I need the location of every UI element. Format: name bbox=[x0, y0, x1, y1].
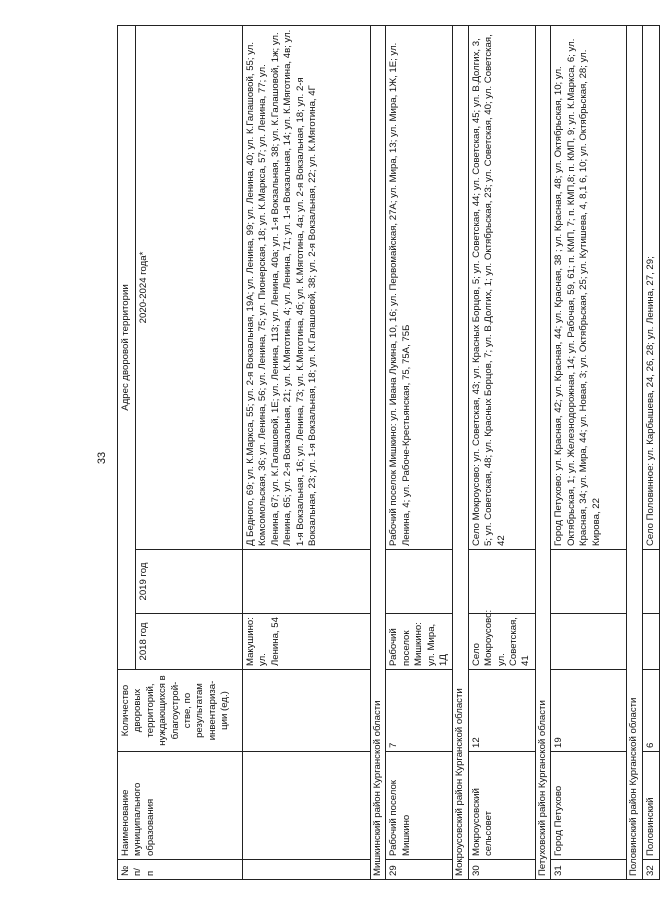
table-row bbox=[243, 26, 371, 880]
cell-2018: Макушино: ул. Ленина, 54 bbox=[243, 614, 371, 670]
cell-2018 bbox=[642, 614, 659, 670]
region-heading bbox=[453, 26, 468, 880]
header-row-1 bbox=[118, 26, 136, 880]
cell-2018: Село Мокроусово: ул. Советская, 41 bbox=[468, 614, 535, 670]
region-heading bbox=[627, 26, 642, 880]
cell-num: 31 bbox=[551, 860, 627, 880]
cell-2019 bbox=[468, 550, 535, 614]
cell-name: Мокроусовский сельсовет bbox=[468, 752, 535, 860]
region-title: Мишкинский район Курганской области bbox=[371, 26, 386, 880]
cell-count bbox=[243, 670, 371, 752]
cell-2019 bbox=[386, 550, 453, 614]
cell-num: 29 bbox=[386, 860, 453, 880]
header-address: Адрес дворовой территории bbox=[118, 26, 136, 670]
table-row bbox=[551, 26, 627, 880]
cell-2020: Село Половинное: ул. Карбышева, 24, 26, 28; ул. Ленина, 27, 29; bbox=[642, 26, 659, 550]
page-number: 33 bbox=[96, 451, 108, 465]
header-count: Количество дворовых территорий, нуждающихся в благоустрой-стве, по результатам инвентариза-ции (ед.) bbox=[118, 670, 243, 752]
cell-2020: Д Бедного, 69; ул. К.Маркса, 55; ул. 2-я Вокзальная, 19А; ул. Ленина, 99; ул. Ленина, 40; ул. К.Галашовой, 55; ул. Комсомольская, 36; ул. Ленина, 56; ул. Ленина, 75; ул. Пионерская, 18; ул. К.Маркса, 57; ул. Ленина, 77; ул. Ленина, 67; ул. К.Галашовой, 1Е; ул. Ленина, 113; ул. Ленина, 40а; ул. 1-я Вокзальная, 38; ул. К.Галашовой, 1ж; ул. Ленина, 65; ул. 2-я Вокзальная, 21; ул. К.Мяготина, 4; ул. Ленина, 71; ул. 1-я Вокзальная, 14; ул. К.Мяготина, 4в; ул. 1-я Вокзальная, 16; ул. Ленина, 73; ул. К.Мяготина, 4б; ул. К.Мяготина, 4а; ул. 2-я Вокзальная, 18; ул. 2-я Вокзальная, 23; ул. 1-я Вокзальная, 18; ул. К.Галашовой, 38; ул. 2-я Вокзальная, 22; ул. К.Мяготина, 4Г bbox=[243, 26, 371, 550]
cell-2018: Рабочий поселок Мишкино: ул. Мира, 1Д bbox=[386, 614, 453, 670]
cell-2020: Рабочий поселок Мишкино: ул. Ивана Лукина, 10, 16; ул. Первомайская, 27А; ул. Мира, 13; ул. Мира, 1Ж, 1Е; ул. Ленина, 4; ул. Рабоче-Крестьянская, 75, 75А, 75Б bbox=[386, 26, 453, 550]
header-name: Наименование муниципального образования bbox=[118, 752, 243, 860]
cell-2019 bbox=[243, 550, 371, 614]
cell-count: 19 bbox=[551, 670, 627, 752]
cell-name: Город Петухово bbox=[551, 752, 627, 860]
rotated-table-canvas bbox=[117, 25, 656, 880]
cell-name: Половинский bbox=[642, 752, 659, 860]
region-title: Петуховский район Курганской области bbox=[535, 26, 550, 880]
cell-name: Рабочий поселок Мишкино bbox=[386, 752, 453, 860]
header-2018: 2018 год bbox=[136, 614, 243, 670]
region-title: Половинский район Курганской области bbox=[627, 26, 642, 880]
cell-2020: Город Петухово: ул. Красная, 42; ул. Красная, 44; ул. Красная, 38 ; ул. Красная, 48; ул. Октябрьская, 10; ул. Октябрьская, 1; ул. Железнодорожная, 14; ул. Рабочая, 59, 61; п. КМП, 7; п. КМП,8; п. КМП, 9; ул. К.Маркса, 6; ул. Красная, 34; ул. Мира, 44; ул. Новая, 3; ул. Октябрьская, 25; ул. Кутишева, 4, 8,1 6, 10; ул. Октябрьская, 28; ул. Кирова, 22 bbox=[551, 26, 627, 550]
region-title: Мокроусовский район Курганской области bbox=[453, 26, 468, 880]
cell-num bbox=[243, 860, 371, 880]
region-heading bbox=[535, 26, 550, 880]
cell-count: 7 bbox=[386, 670, 453, 752]
header-num: № п/п bbox=[118, 860, 243, 880]
cell-count: 12 bbox=[468, 670, 535, 752]
table-row bbox=[468, 26, 535, 880]
table-row bbox=[642, 26, 659, 880]
cell-2019 bbox=[642, 550, 659, 614]
cell-2019 bbox=[551, 550, 627, 614]
region-heading bbox=[371, 26, 386, 880]
cell-num: 32 bbox=[642, 860, 659, 880]
table-row bbox=[386, 26, 453, 880]
cell-2018 bbox=[551, 614, 627, 670]
cell-2020: Село Мокроусово: ул. Советская, 43; ул. Красных Борцов, 5; ул. Советская, 44; ул. Советская, 45; ул. В.Долгих, 3, 5; ул. Советская, 48; ул. Красных Борцов, 7; ул. В.Долгих, 1; ул. Октябрьская, 23; ул. Советская, 40; ул. Советская, 42 bbox=[468, 26, 535, 550]
header-2019: 2019 год bbox=[136, 550, 243, 614]
cell-count: 6 bbox=[642, 670, 659, 752]
address-table bbox=[117, 25, 660, 880]
cell-name bbox=[243, 752, 371, 860]
cell-num: 30 bbox=[468, 860, 535, 880]
header-2020: 2020-2024 года* bbox=[136, 26, 243, 550]
